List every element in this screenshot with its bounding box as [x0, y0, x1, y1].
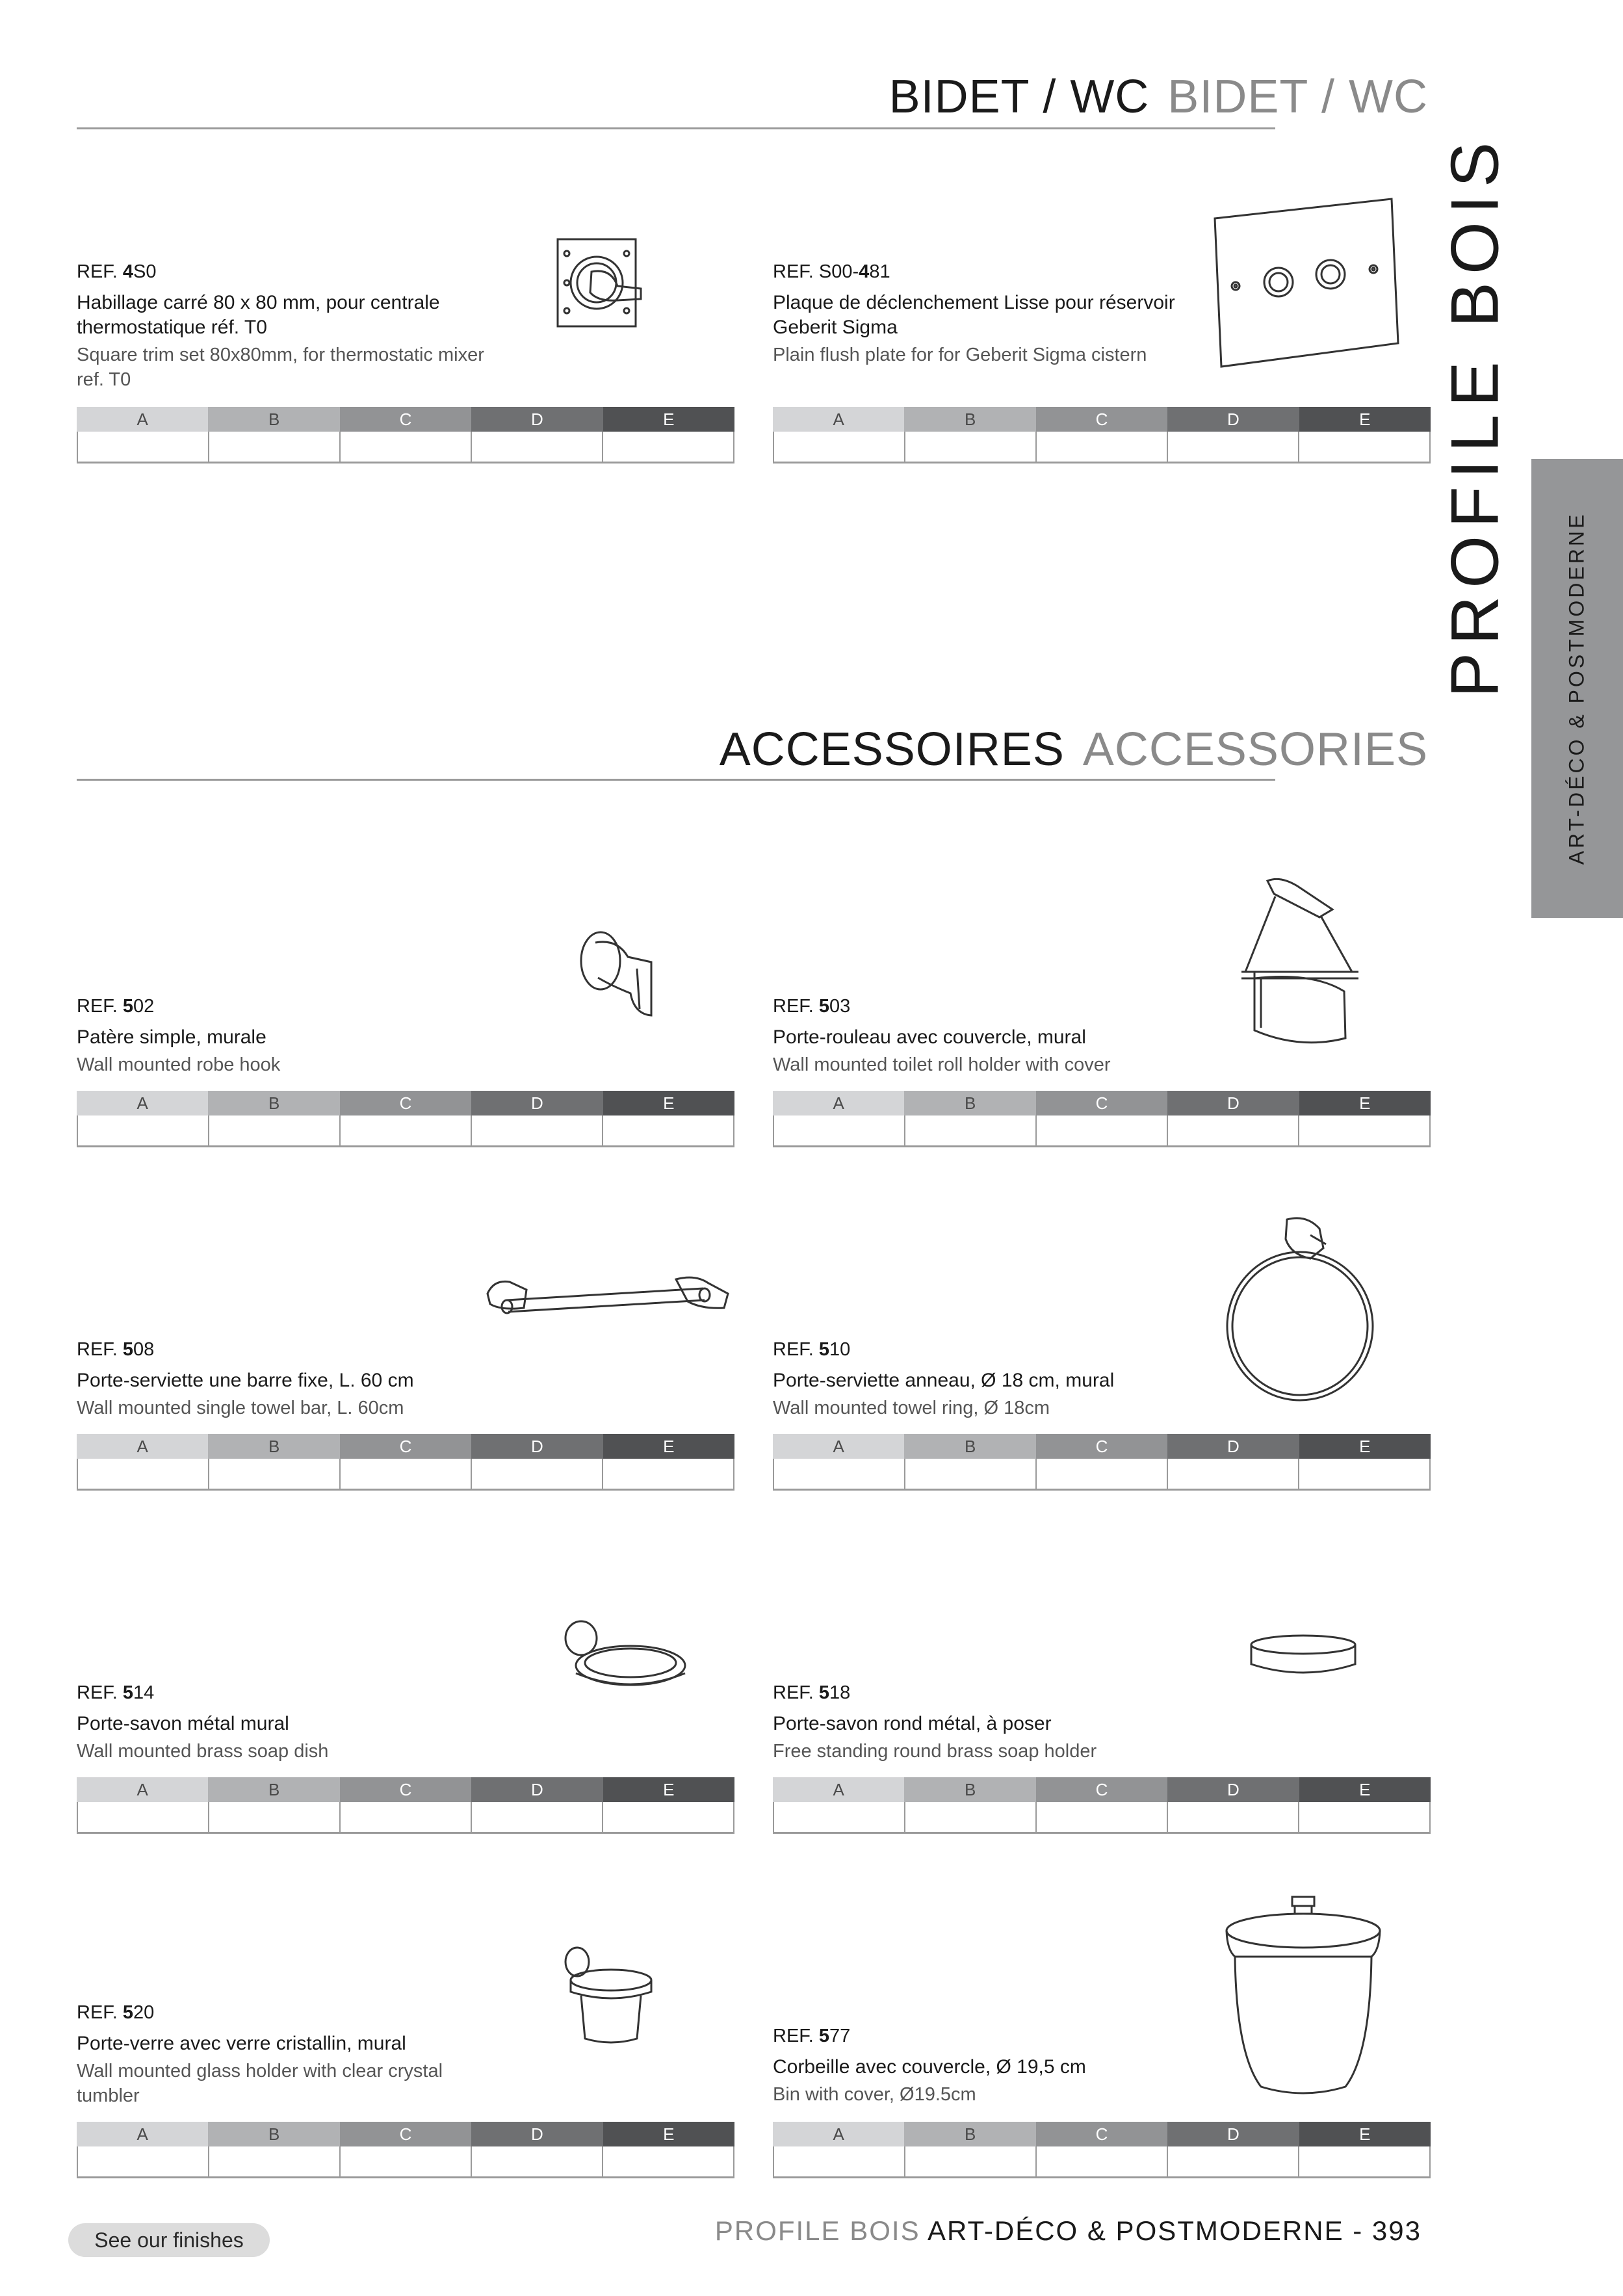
- finish-col-b[interactable]: B: [904, 1777, 1035, 1802]
- footer-series-page: ART-DÉCO & POSTMODERNE - 393: [927, 2215, 1422, 2246]
- section-title-fr: ACCESSOIRES: [719, 724, 1065, 776]
- footer-page-label: [715, 2215, 1422, 2247]
- finish-col-d[interactable]: D: [1167, 1777, 1299, 1802]
- product-ref: REF. 518: [773, 1682, 851, 1703]
- glass-holder-icon: [559, 1944, 656, 2048]
- finish-col-a[interactable]: A: [77, 1091, 208, 1115]
- product-desc-en: Wall mounted towel ring, Ø 18cm: [773, 1398, 1050, 1418]
- product-desc-fr: Porte-savon métal mural: [77, 1713, 289, 1734]
- finish-col-b[interactable]: B: [208, 407, 339, 432]
- finish-grid: [773, 2122, 1431, 2178]
- product-desc-fr: Plaque de déclenchement Lisse pour réservoir Geberit Sigma: [773, 292, 1175, 338]
- finish-col-b[interactable]: B: [904, 1434, 1035, 1459]
- side-tab[interactable]: [1531, 459, 1623, 918]
- product-card: [773, 1682, 1431, 1799]
- finish-col-d[interactable]: D: [1167, 407, 1299, 432]
- finish-col-b[interactable]: B: [904, 2122, 1035, 2146]
- thermostatic-trim-icon: [552, 234, 643, 332]
- finish-col-a[interactable]: A: [773, 1434, 904, 1459]
- finish-col-c[interactable]: C: [340, 2122, 471, 2146]
- finish-col-b[interactable]: B: [208, 2122, 339, 2146]
- product-ref: REF. S00-481: [773, 261, 890, 282]
- finish-col-e[interactable]: E: [603, 407, 734, 432]
- finish-col-a[interactable]: A: [77, 407, 208, 432]
- side-tab-label: ART-DÉCO & POSTMODERNE: [1565, 512, 1589, 865]
- finish-col-d[interactable]: D: [471, 1091, 603, 1115]
- product-ref: REF. 503: [773, 996, 851, 1017]
- product-card: [77, 1339, 734, 1456]
- finish-grid: [773, 1091, 1431, 1147]
- finish-col-b[interactable]: B: [208, 1434, 339, 1459]
- finish-col-b[interactable]: B: [208, 1777, 339, 1802]
- section-title-accessories: [720, 723, 1428, 776]
- finish-col-d[interactable]: D: [1167, 1091, 1299, 1115]
- finish-col-b[interactable]: B: [208, 1091, 339, 1115]
- robe-hook-icon: [572, 923, 656, 1021]
- finish-col-c[interactable]: C: [340, 1091, 471, 1115]
- product-desc-en: Wall mounted brass soap dish: [77, 1741, 329, 1762]
- finish-col-e[interactable]: E: [603, 1091, 734, 1115]
- towel-ring-icon: [1222, 1209, 1391, 1404]
- product-ref: REF. 577: [773, 2026, 851, 2046]
- product-ref: REF. 514: [77, 1682, 155, 1703]
- product-desc-en: Wall mounted toilet roll holder with cover: [773, 1054, 1111, 1075]
- finish-grid: [773, 1434, 1431, 1491]
- finish-col-a[interactable]: A: [773, 1777, 904, 1802]
- finish-grid: [77, 407, 734, 463]
- product-desc-fr: Porte-verre avec verre cristallin, mural: [77, 2033, 406, 2054]
- bin-icon: [1222, 1892, 1384, 2100]
- finish-grid: [77, 2122, 734, 2178]
- product-desc-en: Square trim set 80x80mm, for thermostatic mixer ref. T0: [77, 345, 484, 390]
- section-title-fr: BIDET / WC: [889, 71, 1150, 123]
- finish-col-a[interactable]: A: [773, 2122, 904, 2146]
- finish-grid: [77, 1777, 734, 1834]
- finish-col-e[interactable]: E: [1299, 407, 1431, 432]
- finish-col-d[interactable]: D: [1167, 1434, 1299, 1459]
- finish-col-e[interactable]: E: [1299, 1091, 1431, 1115]
- finish-grid: [773, 407, 1431, 463]
- finish-col-d[interactable]: D: [1167, 2122, 1299, 2146]
- finish-col-d[interactable]: D: [471, 407, 603, 432]
- finish-col-a[interactable]: A: [773, 1091, 904, 1115]
- finish-col-c[interactable]: C: [340, 1434, 471, 1459]
- see-finishes-button[interactable]: See our finishes: [68, 2223, 270, 2257]
- finish-col-d[interactable]: D: [471, 2122, 603, 2146]
- section-divider: [77, 779, 1275, 781]
- finish-grid: [77, 1091, 734, 1147]
- finish-grid: [77, 1434, 734, 1491]
- finish-col-e[interactable]: E: [603, 2122, 734, 2146]
- towel-bar-icon: [481, 1268, 734, 1339]
- product-ref: REF. 520: [77, 2002, 155, 2023]
- product-desc-en: Plain flush plate for for Geberit Sigma cistern: [773, 345, 1147, 365]
- section-title-bidet: [889, 70, 1428, 124]
- finish-col-d[interactable]: D: [471, 1434, 603, 1459]
- finish-col-c[interactable]: C: [1036, 1434, 1167, 1459]
- side-title-text: PROFILE BOIS: [1437, 134, 1513, 698]
- product-desc-fr: Porte-rouleau avec couvercle, mural: [773, 1026, 1086, 1048]
- finish-col-c[interactable]: C: [1036, 2122, 1167, 2146]
- product-ref: REF. 510: [773, 1339, 851, 1360]
- product-desc-fr: Porte-savon rond métal, à poser: [773, 1713, 1052, 1734]
- product-desc-en: Free standing round brass soap holder: [773, 1741, 1097, 1762]
- product-ref: REF. 502: [77, 996, 155, 1017]
- finish-col-e[interactable]: E: [1299, 1777, 1431, 1802]
- finish-col-e[interactable]: E: [603, 1434, 734, 1459]
- finish-col-c[interactable]: C: [340, 1777, 471, 1802]
- product-desc-fr: Porte-serviette une barre fixe, L. 60 cm: [77, 1370, 414, 1391]
- product-ref: REF. 508: [77, 1339, 155, 1360]
- toilet-roll-holder-icon: [1235, 874, 1365, 1063]
- product-desc-en: Wall mounted robe hook: [77, 1054, 281, 1075]
- side-title: [1430, 134, 1521, 698]
- product-desc-en: Wall mounted glass holder with clear crystal tumbler: [77, 2061, 443, 2106]
- flush-plate-icon: [1206, 195, 1401, 371]
- finish-col-a[interactable]: A: [773, 407, 904, 432]
- section-divider: [77, 127, 1275, 129]
- product-desc-fr: Corbeille avec couvercle, Ø 19,5 cm: [773, 2056, 1086, 2078]
- finish-col-c[interactable]: C: [1036, 1091, 1167, 1115]
- soap-holder-icon: [1248, 1632, 1358, 1684]
- section-title-en: BIDET / WC: [1167, 71, 1428, 123]
- footer-collection: PROFILE BOIS: [714, 2215, 920, 2246]
- finish-col-b[interactable]: B: [904, 1091, 1035, 1115]
- finish-col-e[interactable]: E: [603, 1777, 734, 1802]
- product-desc-en: Wall mounted single towel bar, L. 60cm: [77, 1398, 404, 1418]
- finish-col-e[interactable]: E: [1299, 2122, 1431, 2146]
- product-desc-fr: Porte-serviette anneau, Ø 18 cm, mural: [773, 1370, 1115, 1391]
- finish-col-e[interactable]: E: [1299, 1434, 1431, 1459]
- finish-grid: [773, 1777, 1431, 1834]
- finish-col-c[interactable]: C: [1036, 1777, 1167, 1802]
- product-desc-fr: Patère simple, murale: [77, 1026, 266, 1048]
- finish-col-a[interactable]: A: [77, 1777, 208, 1802]
- finish-col-a[interactable]: A: [77, 1434, 208, 1459]
- soap-dish-icon: [559, 1619, 689, 1697]
- finish-col-c[interactable]: C: [1036, 407, 1167, 432]
- section-title-en: ACCESSORIES: [1082, 724, 1428, 776]
- product-desc-fr: Habillage carré 80 x 80 mm, pour centrale thermostatique réf. T0: [77, 292, 440, 338]
- finish-col-a[interactable]: A: [77, 2122, 208, 2146]
- product-ref: REF. 4S0: [77, 261, 157, 282]
- finish-col-d[interactable]: D: [471, 1777, 603, 1802]
- finish-col-b[interactable]: B: [904, 407, 1035, 432]
- product-desc-en: Bin with cover, Ø19.5cm: [773, 2084, 976, 2105]
- finish-col-c[interactable]: C: [340, 407, 471, 432]
